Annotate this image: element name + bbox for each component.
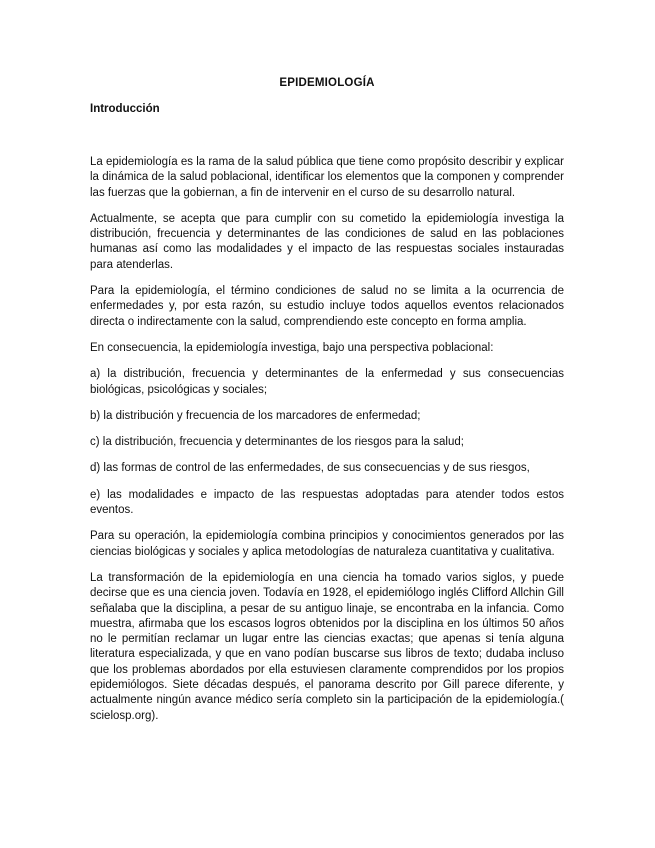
document-title: EPIDEMIOLOGÍA [279,77,375,89]
paragraph-history: La transformación de la epidemiología en una ciencia ha tomado varios siglos, y puede decirse que es una ciencia joven. Todavía en 1928, el epidemiólogo inglés Clifford Allchin Gill señalaba que la disciplina, a pesar de su antiguo linaje, se encontraba en la infancia. Como muestra, afirmaba que los escasos logros obtenidos por la disciplina en los últimos 50 años no le permitían reclamar un lugar entre las ciencias exactas; que apenas si tenía alguna literatura especializada, y que en vano podían buscarse sus libros de texto; dudaba incluso que los problemas abordados por ella estuviesen claramente comprendidos por los propios epidemiólogos. Siete décadas después, el panorama descrito por Gill parece diferente, y actualmente ningún avance médico sería completo sin la participación de la epidemiología.( scielosp.org). [90,571,564,722]
list-item-b: b) la distribución y frecuencia de los marcadores de enfermedad; [90,409,421,422]
paragraph-operation: Para su operación, la epidemiología combina principios y conocimientos generados por las ciencias biológicas y sociales y aplica metodologías de naturaleza cuantitativa y cualitativa. [90,530,564,558]
paragraph-consequence: En consecuencia, la epidemiología investiga, bajo una perspectiva poblacional: [90,341,494,354]
paragraph-intro: La epidemiología es la rama de la salud pública que tiene como propósito describir y explicar la dinámica de la salud poblacional, identificar los elementos que la componen y comprender las fuerzas que la gobiernan, a fin de intervenir en el curso de su desarrollo natural. [90,156,564,199]
document-page [90,76,564,735]
list-item-e: e) las modalidades e impacto de las respuestas adoptadas para atender todos estos eventos. [90,488,564,517]
list-item-d: d) las formas de control de las enfermedades, de sus consecuencias y de sus riesgos, [90,462,530,475]
document-body [90,155,564,724]
section-heading: Introducción [90,103,160,115]
paragraph-health-conditions: Para la epidemiología, el término condiciones de salud no se limita a la ocurrencia de enfermedades y, por esta razón, su estudio incluye todos aquellos eventos relacionados directa o indirectamente con la salud, comprendiendo este concepto en forma amplia. [90,285,564,328]
list-item-c: c) la distribución, frecuencia y determinantes de los riesgos para la salud; [90,436,464,449]
paragraph-current-definition: Actualmente, se acepta que para cumplir con su cometido la epidemiología investiga la distribución, frecuencia y determinantes de las condiciones de salud en las poblaciones humanas así como las modalidades y el impacto de las respuestas sociales instauradas para atenderlas. [90,212,564,271]
list-item-a: a) la distribución, frecuencia y determinantes de la enfermedad y sus consecuencias biológicas, psicológicas y sociales; [90,368,564,396]
